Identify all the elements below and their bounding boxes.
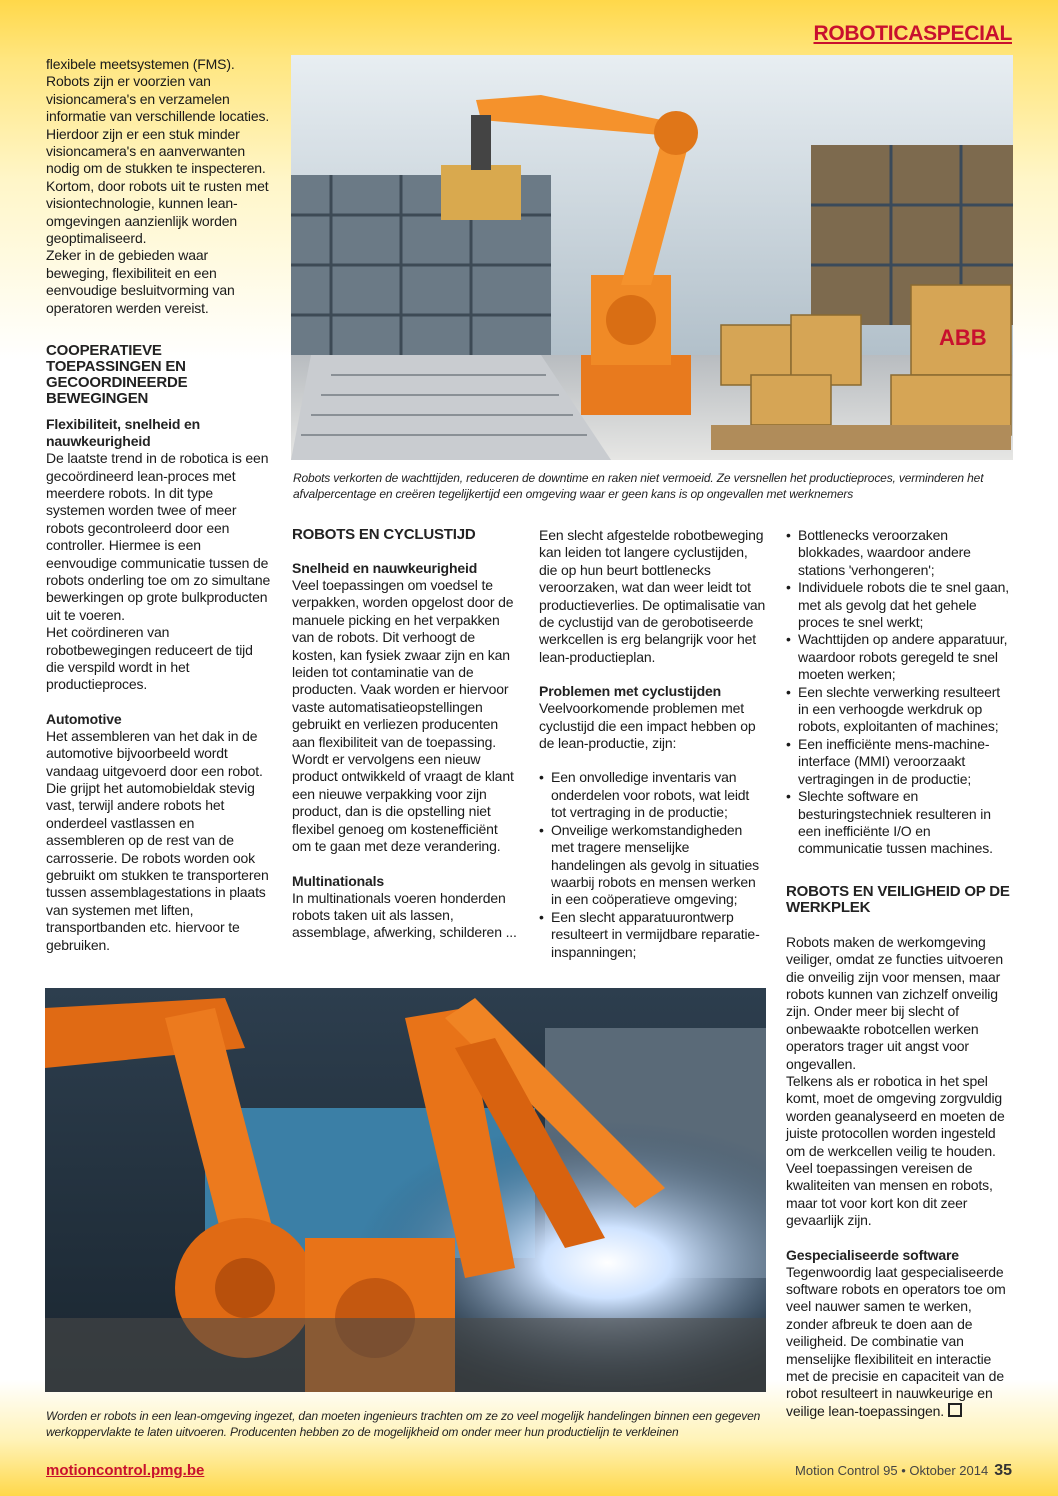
photo2-caption: Worden er robots in een lean-omgeving ingezet, dan moeten ingenieurs trachten om ze zo veel mogelijk handelingen binnen een gegeven werkoppervlakte te laten uitvoeren. Producenten hebben zo de mogelijkheid om onder meer hun productielijn te verkleinen bbox=[46, 1409, 761, 1439]
column-4 bbox=[786, 527, 1014, 1420]
list-item: • Een onvolledige inventaris van onderdelen voor robots, wat leidt tot vertraging in de productie; bbox=[539, 769, 767, 821]
photo-welding-robots-image bbox=[45, 988, 766, 1392]
col1-intro2: Zeker in de gebieden waar beweging, flexibiliteit en een eenvoudige besluitvorming van operatoren werden vereist. bbox=[46, 247, 235, 316]
section-label: ROBOTICASPECIAL bbox=[813, 22, 1012, 45]
col4-safety-text2: Telkens als er robotica in het spel komt, moet de omgeving zorgvuldig worden geanalyseerd en moeten de juiste protocollen worden ingesteld om de werkcellen veilig te houden. Veel toepassingen vereisen de kwaliteiten van mensen en robots, maar tot voor kort kon dit zeer gevaarlijk zijn. bbox=[786, 1072, 1005, 1229]
column-2 bbox=[292, 527, 518, 942]
subheading-software: Gespecialiseerde software bbox=[786, 1246, 959, 1263]
col4-bullet-list bbox=[786, 527, 1014, 858]
column-1 bbox=[46, 56, 274, 954]
subheading-flexibility: Flexibiliteit, snelheid en nauwkeurigheid bbox=[46, 416, 201, 450]
col4-software-body: Tegenwoordig laat gespecialiseerde software robots en operators toe om veel nauwer samen te werken, zonder afbreuk te doen aan de veiligheid. De combinatie van menselijke flexibiliteit en interactie met de precisie en capaciteit van de robot resulteert in nauwkeurige en veilige lean-toepassingen. bbox=[786, 1263, 1006, 1419]
heading-cooperative: COOPERATIEVE TOEPASSINGEN EN GECOORDINEERDE BEWEGINGEN bbox=[46, 342, 188, 408]
photo-palletizing-robot-image bbox=[291, 55, 1013, 460]
col1-automotive-text: Het assembleren van het dak in de automotive bijvoorbeeld wordt vandaag uitgevoerd door een robot. Die grijpt het automobieldak stevig vast, terwijl andere robots het onderdeel vastlassen en assembleren op de rest van de carrosserie. De robots worden ook gebruikt om stukken te transporteren tussen assemblagestations in plaats van systemen met liften, transportbanden etc. hiervoor te gebruiken. bbox=[46, 727, 269, 953]
list-item: • Bottlenecks veroorzaken blokkades, waardoor andere stations 'verhongeren'; bbox=[786, 527, 1014, 579]
footer-issue: Motion Control 95 • Oktober 2014 bbox=[795, 1463, 989, 1478]
box-brand-label: ABB bbox=[939, 325, 987, 350]
subheading-speed: Snelheid en nauwkeurigheid bbox=[292, 560, 478, 576]
photo-palletizing-robot bbox=[291, 55, 1013, 460]
page-number: 35 bbox=[994, 1462, 1012, 1479]
col3-intro: Een slecht afgestelde robotbeweging kan leiden tot langere cyclustijden, die op hun beurt bottlenecks veroorzaken, wat dan weer leidt tot productieverlies. De optimalisatie van de cyclustijd van de gerobotiseerde werkcellen is erg belangrijk voor het lean-productieplan. bbox=[539, 527, 766, 665]
col2-speed-text: Veel toepassingen om voedsel te verpakken, worden opgelost door de manuele picking en het verpakken van de robots. Dit verhoogt de kosten, kan fysiek zwaar zijn en kan leiden tot contaminatie van de producten. Vaak worden er hiervoor vaste automatisatieopstellingen gebruikt en verliezen producenten aan flexibiliteit van de toepassing. Wordt er vervolgens een nieuw product ontwikkeld of vraagt de klant een nieuwe verpakking voor zijn product, dan is die opstelling niet flexibel genoeg om kostenefficiënt om te gaan met deze verandering. bbox=[292, 577, 514, 855]
list-item: • Een slechte verwerking resulteert in een verhoogde werkdruk op robots, exploitanten of machines; bbox=[786, 684, 1014, 736]
col3-bullet-list bbox=[539, 769, 767, 960]
col4-software-text bbox=[786, 1264, 1014, 1421]
subheading-multinationals: Multinationals bbox=[292, 872, 385, 889]
list-item: • Wachttijden op andere apparatuur, waardoor robots geregeld te snel moeten werken; bbox=[786, 631, 1014, 683]
list-item: • Een inefficiënte mens-machine-interface (MMI) veroorzaakt vertragingen in de productie; bbox=[786, 736, 1014, 788]
subheading-problems: Problemen met cyclustijden bbox=[539, 683, 722, 700]
col1-flex-text: De laatste trend in de robotica is een gecoördineerd lean-proces met meerdere robots. In dit type systemen worden twee of meer robots gecontroleerd door een controller. Hiermee is een eenvoudige communicatie tussen de robots onderling toe om zo simultane bewerkingen op grote bulkproducten uit te voeren. bbox=[46, 450, 271, 623]
footer-website-link[interactable]: motioncontrol.pmg.be bbox=[46, 1462, 205, 1479]
col4-safety-text: Robots maken de werkomgeving veiliger, omdat ze functies uitvoeren die onveilig zijn voor mensen, maar robots kunnen van zichzelf onveilig zijn. Onder meer bij slecht of onbewaakte robotcellen werken operators trager uit angst voor ongevallen. bbox=[786, 933, 1004, 1072]
column-3 bbox=[539, 527, 767, 961]
col1-intro: flexibele meetsystemen (FMS). Robots zijn er voorzien van visioncamera's en verzamelen informatie van verschillende locaties. Hierdoor zijn er een stuk minder visioncamera's en aanverwanten nodig om de stukken te inspecteren. Kortom, door robots uit te rusten met visiontechnologie, kunnen lean-omgevingen aanzienlijk worden geoptimaliseerd. bbox=[46, 56, 270, 247]
col2-multinationals-text: In multinationals voeren honderden robots taken uit als lassen, assemblage, afwerking, schilderen ... bbox=[292, 889, 517, 941]
photo1-caption: Robots verkorten de wachttijden, reduceren de downtime en raken niet vermoeid. Ze versnellen het productieproces, verminderen het afvalpercentage en creëren tegelijkertijd een omgeving waar er geen kans is op ongevallen met werknemers bbox=[293, 471, 984, 501]
list-item: • Individuele robots die te snel gaan, met als gevolg dat het gehele proces te snel werkt; bbox=[786, 579, 1014, 631]
list-item: • Een slecht apparatuurontwerp resulteert in vermijdbare reparatie-inspanningen; bbox=[539, 909, 767, 961]
photo-welding-robots bbox=[45, 988, 766, 1392]
heading-cycle-time: ROBOTS EN CYCLUSTIJD bbox=[292, 526, 476, 543]
list-item: • Onveilige werkomstandigheden met tragere menselijke handelingen als gevolg in situaties waarbij robots en mensen werken in een coöperatieve omgeving; bbox=[539, 822, 767, 909]
heading-safety: ROBOTS EN VEILIGHEID OP DE WERKPLEK bbox=[786, 882, 1010, 916]
footer-magazine-info bbox=[795, 1462, 1012, 1480]
end-of-article-icon bbox=[948, 1403, 962, 1417]
list-item: • Slechte software en besturingstechniek resulteren in een inefficiënte I/O en communicatie tussen machines. bbox=[786, 788, 1014, 858]
col1-flex-text2: Het coördineren van robotbewegingen reduceert de tijd die verspild wordt in het productieproces. bbox=[46, 624, 253, 693]
col3-problems-text: Veelvoorkomende problemen met cyclustijd die een impact hebben op de lean-productie, zijn: bbox=[539, 700, 756, 752]
subheading-automotive: Automotive bbox=[46, 710, 122, 727]
